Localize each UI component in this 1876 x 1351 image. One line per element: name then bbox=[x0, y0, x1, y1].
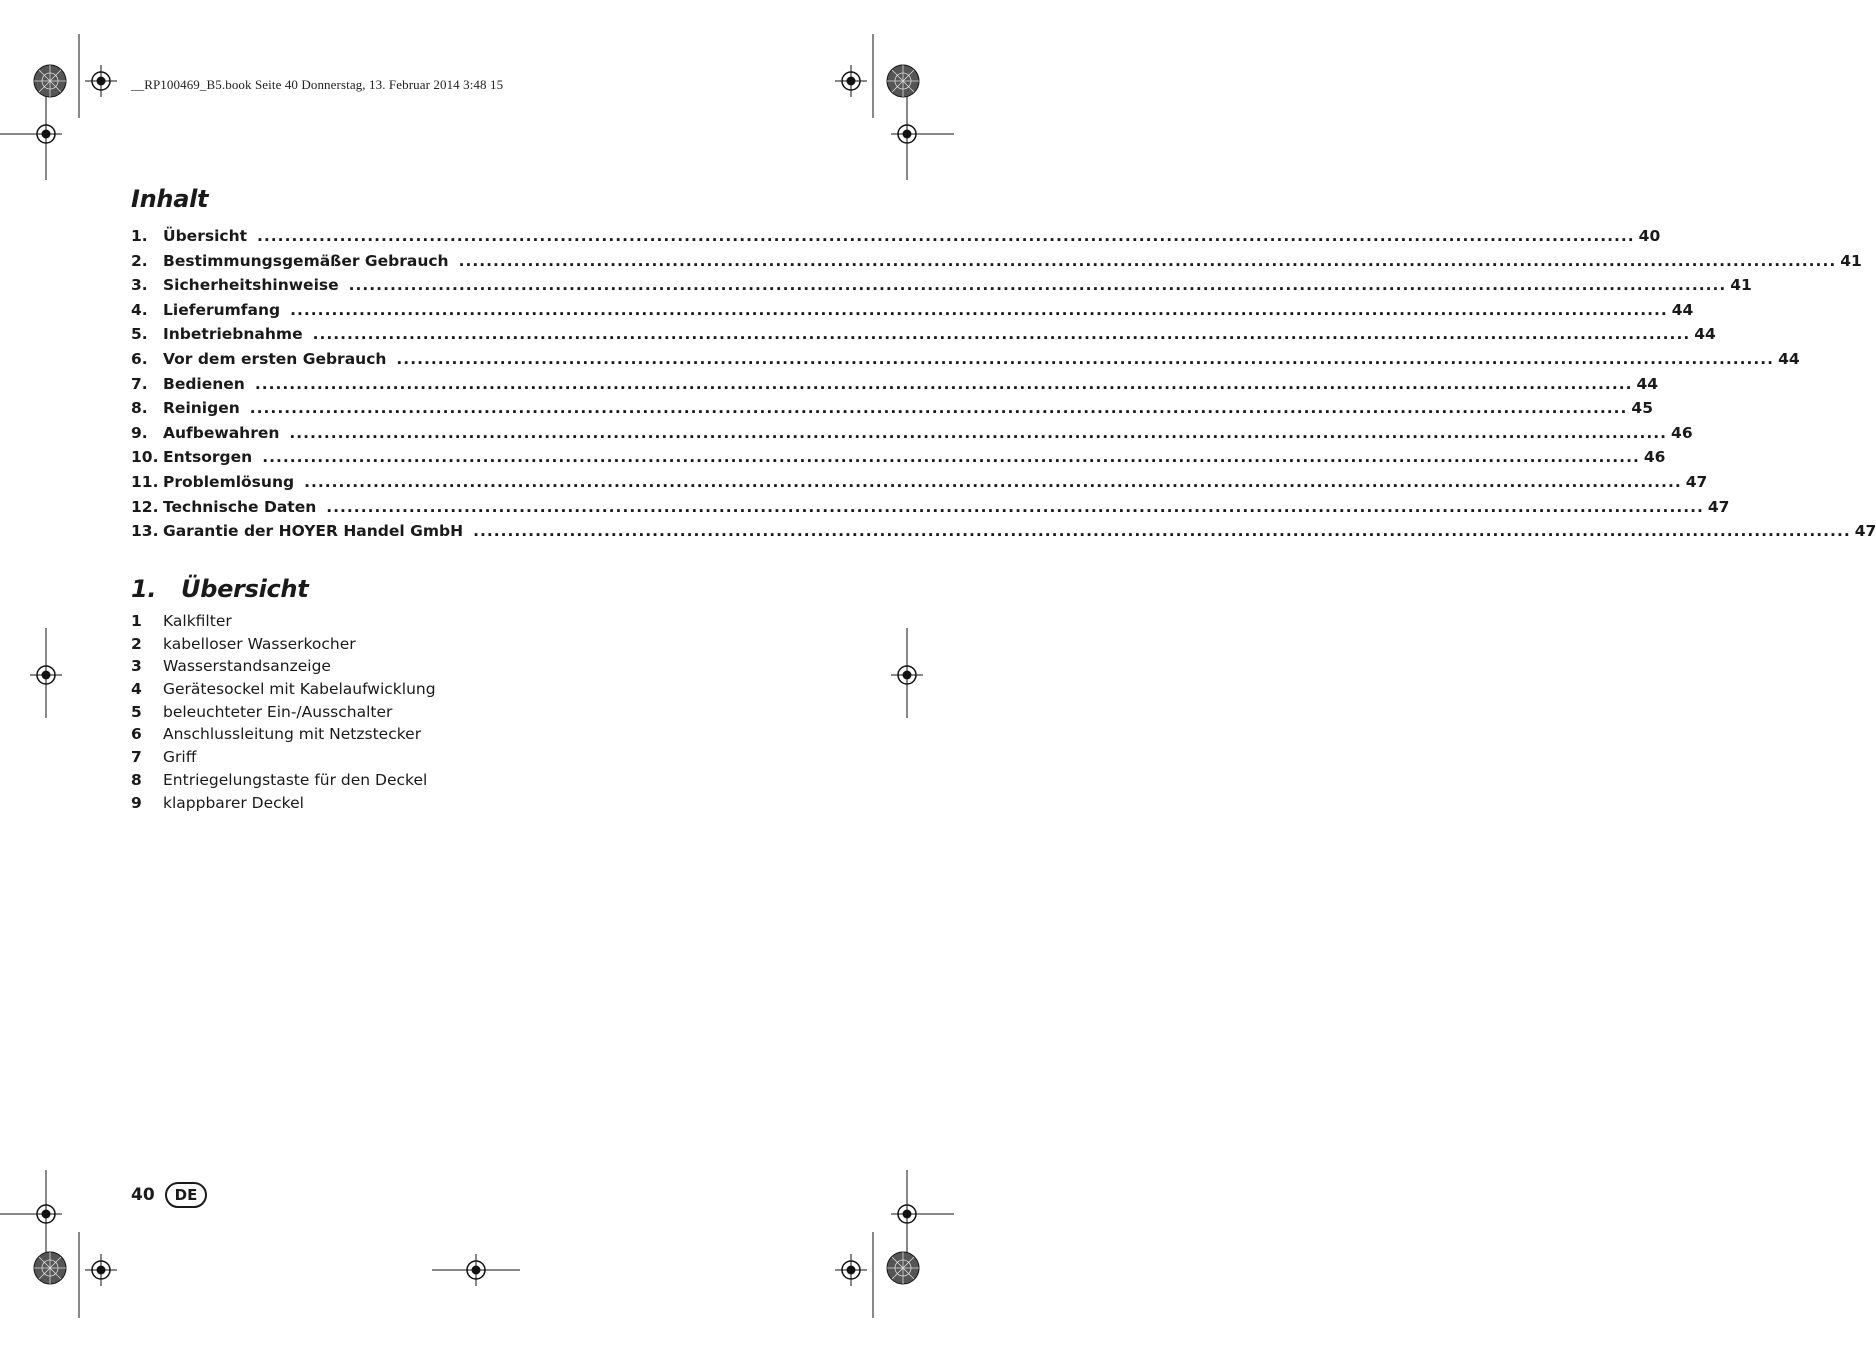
toc-leader-dots: ........................................................................................................................................................................................................ bbox=[396, 349, 1775, 368]
toc-entry-label: Bestimmungsgemäßer Gebrauch bbox=[163, 251, 449, 270]
toc-entry-page: 41 bbox=[1730, 276, 1752, 295]
toc-title: Inhalt bbox=[131, 185, 209, 213]
part-number: 7 bbox=[131, 748, 142, 767]
toc-entry-number: 11. bbox=[131, 472, 159, 491]
toc-entry-label: Technische Daten bbox=[163, 497, 317, 516]
toc-entry-page: 44 bbox=[1778, 349, 1800, 368]
toc-leader-dots: ........................................................................................................................................................................................................ bbox=[326, 497, 1704, 516]
toc-entry-page: 45 bbox=[1631, 399, 1653, 418]
toc-leader-dots: ........................................................................................................................................................................................................ bbox=[249, 399, 1628, 418]
toc-entry-page: 44 bbox=[1694, 325, 1716, 344]
list-item bbox=[131, 703, 631, 726]
language-badge: DE bbox=[165, 1182, 208, 1208]
toc-entry[interactable] bbox=[131, 251, 1862, 277]
toc-leader-dots: ........................................................................................................................................................................................................ bbox=[290, 300, 1668, 319]
toc-entry[interactable] bbox=[131, 300, 1694, 326]
toc-entry-label: Lieferumfang bbox=[163, 300, 281, 319]
list-item bbox=[131, 635, 631, 658]
toc-entry-page: 41 bbox=[1840, 251, 1862, 270]
toc-entry[interactable] bbox=[131, 423, 1693, 449]
part-number: 5 bbox=[131, 702, 142, 721]
toc-entry-label: Sicherheitshinweise bbox=[163, 276, 339, 295]
toc-entry-page: 46 bbox=[1643, 448, 1666, 467]
list-item bbox=[131, 725, 631, 748]
toc-entry-page: 46 bbox=[1671, 423, 1693, 442]
part-label: Entriegelungstaste für den Deckel bbox=[163, 770, 428, 789]
part-label: Gerätesockel mit Kabelaufwicklung bbox=[163, 680, 436, 699]
toc-entry-number: 12. bbox=[131, 497, 159, 516]
toc-leader-dots: ........................................................................................................................................................................................................ bbox=[254, 374, 1633, 393]
toc-entry-number: 7. bbox=[131, 374, 148, 393]
overview-section-number: 1. bbox=[131, 575, 157, 603]
part-label: kabelloser Wasserkocher bbox=[163, 634, 356, 653]
toc-entry-page: 47 bbox=[1685, 472, 1708, 491]
part-number: 2 bbox=[131, 634, 142, 653]
list-item bbox=[131, 612, 631, 635]
toc-entry[interactable] bbox=[131, 227, 1661, 252]
part-number: 6 bbox=[131, 725, 142, 744]
toc-entry-number: 9. bbox=[131, 423, 148, 442]
part-number: 4 bbox=[131, 680, 142, 699]
toc-leader-dots: ........................................................................................................................................................................................................ bbox=[262, 448, 1640, 467]
part-label: Kalkfilter bbox=[163, 612, 232, 630]
page-number: 40 bbox=[131, 1185, 155, 1205]
toc-entry-label: Übersicht bbox=[163, 227, 248, 245]
toc-entry[interactable] bbox=[131, 399, 1653, 424]
toc-entry-label: Inbetriebnahme bbox=[163, 325, 303, 344]
toc-leader-dots: ........................................................................................................................................................................................................ bbox=[289, 423, 1668, 442]
toc-leader-dots: ........................................................................................................................................................................................................ bbox=[473, 522, 1851, 541]
toc-entry-number: 2. bbox=[131, 251, 148, 270]
toc-entry-number: 8. bbox=[131, 399, 148, 418]
toc-entry-page: 47 bbox=[1707, 497, 1730, 516]
toc-entry-page: 44 bbox=[1636, 374, 1659, 393]
part-label: beleuchteter Ein-/Ausschalter bbox=[163, 702, 393, 721]
print-header: __RP100469_B5.book Seite 40 Donnerstag, 13. Februar 2014 3:48 15 bbox=[131, 77, 504, 92]
toc-entry[interactable] bbox=[131, 497, 1730, 523]
part-label: Wasserstandsanzeige bbox=[163, 657, 331, 676]
list-item bbox=[131, 657, 631, 680]
toc-entry[interactable] bbox=[131, 522, 1876, 547]
toc-leader-dots: ........................................................................................................................................................................................................ bbox=[458, 251, 1837, 270]
toc-leader-dots: ........................................................................................................................................................................................................ bbox=[257, 227, 1635, 245]
toc-entry[interactable] bbox=[131, 349, 1800, 375]
toc-entry-label: Aufbewahren bbox=[163, 423, 280, 442]
toc-entry-page: 40 bbox=[1638, 227, 1661, 245]
toc-entry-label: Garantie der HOYER Handel GmbH bbox=[163, 522, 464, 541]
toc-entry-label: Vor dem ersten Gebrauch bbox=[163, 349, 387, 368]
toc-entry-label: Bedienen bbox=[163, 374, 245, 393]
part-number: 1 bbox=[131, 612, 142, 630]
toc-entry-page: 47 bbox=[1854, 522, 1876, 541]
list-item bbox=[131, 794, 631, 817]
part-number: 3 bbox=[131, 657, 142, 676]
toc-leader-dots: ........................................................................................................................................................................................................ bbox=[304, 472, 1682, 491]
toc-entry-label: Problemlösung bbox=[163, 472, 295, 491]
toc-entry-number: 6. bbox=[131, 349, 148, 368]
part-number: 8 bbox=[131, 770, 142, 789]
part-number: 9 bbox=[131, 793, 142, 812]
toc-entry-number: 3. bbox=[131, 276, 148, 295]
table-of-contents bbox=[131, 227, 1876, 547]
toc-entry[interactable] bbox=[131, 472, 1708, 498]
part-label: Anschlussleitung mit Netzstecker bbox=[163, 725, 422, 744]
toc-leader-dots: ........................................................................................................................................................................................................ bbox=[348, 276, 1727, 295]
toc-entry-number: 4. bbox=[131, 300, 148, 319]
part-label: klappbarer Deckel bbox=[163, 793, 304, 812]
toc-entry-number: 10. bbox=[131, 448, 159, 467]
toc-entry-page: 44 bbox=[1671, 300, 1694, 319]
list-item bbox=[131, 748, 631, 771]
overview-parts-list bbox=[131, 612, 631, 816]
toc-entry[interactable] bbox=[131, 276, 1752, 301]
page-footer bbox=[131, 1182, 207, 1208]
list-item bbox=[131, 680, 631, 703]
toc-entry[interactable] bbox=[131, 448, 1666, 473]
toc-entry-number: 13. bbox=[131, 522, 159, 541]
toc-entry-label: Reinigen bbox=[163, 399, 240, 418]
toc-leader-dots: ........................................................................................................................................................................................................ bbox=[312, 325, 1691, 344]
toc-entry-number: 1. bbox=[131, 227, 148, 245]
toc-entry-label: Entsorgen bbox=[163, 448, 253, 467]
part-label: Griff bbox=[163, 748, 197, 767]
toc-entry[interactable] bbox=[131, 374, 1659, 400]
overview-section-title: Übersicht bbox=[181, 575, 309, 603]
list-item bbox=[131, 771, 631, 794]
toc-entry-number: 5. bbox=[131, 325, 148, 344]
toc-entry[interactable] bbox=[131, 325, 1716, 350]
overview-title bbox=[131, 575, 308, 603]
